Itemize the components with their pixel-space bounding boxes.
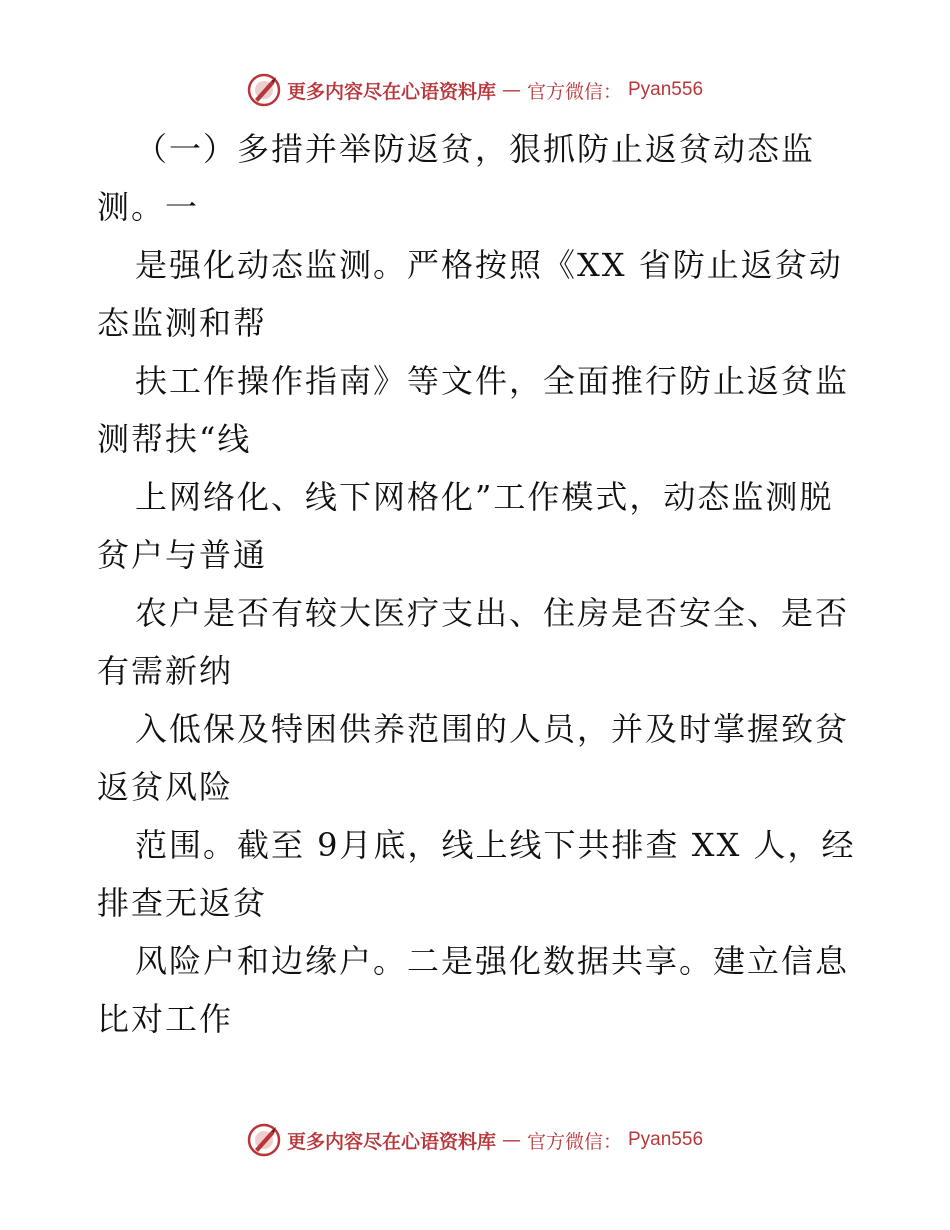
footer-banner-wechat: 官方微信：	[526, 1130, 622, 1153]
header-banner-main: 更多内容尽在心语资料库	[286, 80, 496, 103]
paragraph-6: 入低保及特困供养范围的人员，并及时掌握致贫返贫风险	[97, 710, 850, 806]
footer-watermark-banner	[0, 1120, 950, 1160]
header-banner-id: Pyan556	[628, 79, 704, 100]
header-banner-dash: —	[501, 79, 521, 101]
paragraph-7: 范围。截至 9月底，线上线下共排查 XX 人，经排查无返贫	[97, 826, 856, 922]
paragraph-4: 上网络化、线下网格化”工作模式，动态监测脱贫户与普通	[97, 478, 834, 574]
paragraph-1: （一）多措并举防返贫，狠抓防止返贫动态监测。一	[97, 130, 816, 226]
document-body	[97, 120, 857, 1048]
footer-banner-id: Pyan556	[628, 1129, 704, 1150]
footer-banner-dash: —	[501, 1129, 521, 1151]
quill-pen-logo-icon	[247, 1123, 281, 1157]
footer-banner-main: 更多内容尽在心语资料库	[286, 1130, 496, 1153]
paragraph-2: 是强化动态监测。严格按照《XX 省防止返贫动态监测和帮	[97, 246, 843, 342]
paragraph-3: 扶工作操作指南》等文件，全面推行防止返贫监测帮扶“线	[97, 362, 850, 458]
header-banner-wechat: 官方微信：	[526, 80, 622, 103]
paragraph-5: 农户是否有较大医疗支出、住房是否安全、是否有需新纳	[97, 594, 850, 690]
paragraph-8: 风险户和边缘户。二是强化数据共享。建立信息比对工作	[97, 942, 850, 1038]
header-watermark-banner	[0, 70, 950, 110]
quill-pen-logo-icon	[247, 73, 281, 107]
